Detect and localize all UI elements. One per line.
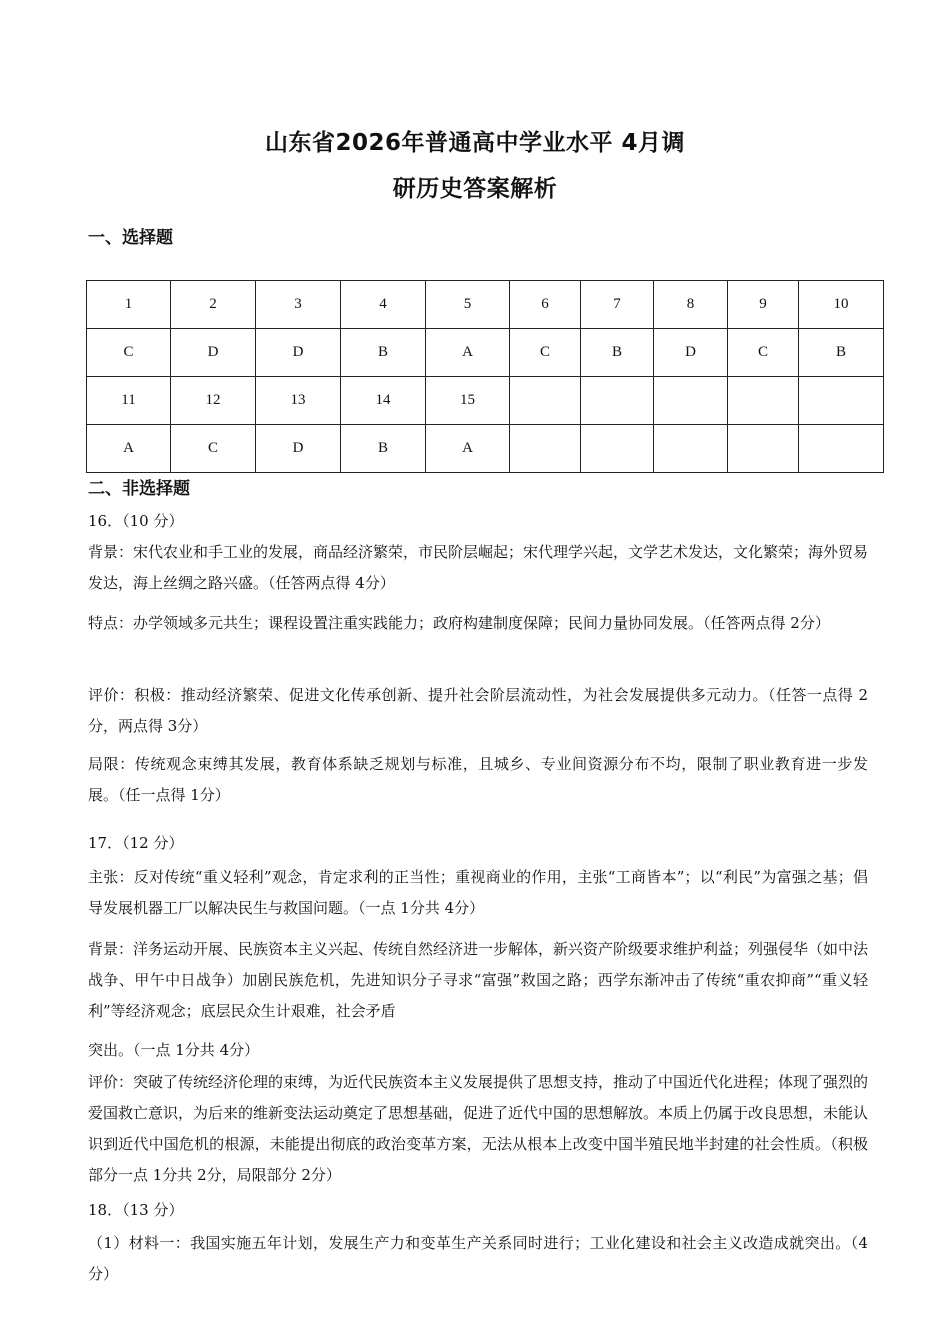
table-cell: D xyxy=(256,425,341,473)
table-cell: 10 xyxy=(799,281,884,329)
paragraph: 背景：宋代农业和手工业的发展，商品经济繁荣，市民阶层崛起；宋代理学兴起，文学艺术发达，文化繁荣；海外贸易发达，海上丝绸之路兴盛。（任答两点得 4分） xyxy=(88,543,869,592)
table-cell: 6 xyxy=(510,281,581,329)
table-cell xyxy=(728,425,799,473)
table-cell: B xyxy=(799,329,884,377)
q17-evaluation xyxy=(88,1067,868,1191)
q17-claim xyxy=(88,862,868,924)
q16-background xyxy=(88,537,868,599)
table-cell: B xyxy=(341,425,426,473)
table-cell: 1 xyxy=(87,281,171,329)
table-cell: A xyxy=(426,329,510,377)
table-row xyxy=(87,425,884,473)
table-row xyxy=(87,329,884,377)
q16-features xyxy=(88,608,868,639)
table-cell: 5 xyxy=(426,281,510,329)
table-cell: 9 xyxy=(728,281,799,329)
table-cell: A xyxy=(87,425,171,473)
table-cell: 2 xyxy=(171,281,256,329)
table-cell: 3 xyxy=(256,281,341,329)
table-cell: C xyxy=(171,425,256,473)
table-cell: B xyxy=(581,329,654,377)
q16-heading: 16．（10 分） xyxy=(88,512,184,530)
paragraph: （1）材料一：我国实施五年计划，发展生产力和变革生产关系同时进行；工业化建设和社会主义改造成就突出。（4分） xyxy=(88,1234,868,1283)
q16-evaluation xyxy=(88,680,868,742)
table-cell: C xyxy=(728,329,799,377)
table-cell: A xyxy=(426,425,510,473)
paragraph: 评价：积极：推动经济繁荣、促进文化传承创新、提升社会阶层流动性，为社会发展提供多元动力。（任答一点得 2分，两点得 3分） xyxy=(88,686,868,735)
table-cell: 13 xyxy=(256,377,341,425)
section-heading-choice: 一、选择题 xyxy=(88,228,173,248)
table-cell: 4 xyxy=(341,281,426,329)
page-title-line1: 山东省2026年普通高中学业水平 4月调 xyxy=(264,130,686,156)
table-cell: 8 xyxy=(654,281,728,329)
table-row xyxy=(87,377,884,425)
table-cell: D xyxy=(256,329,341,377)
q16-limitation xyxy=(88,749,868,811)
answer-table xyxy=(86,280,884,473)
table-cell: 7 xyxy=(581,281,654,329)
page-title-line2: 研历史答案解析 xyxy=(392,176,558,202)
table-cell: D xyxy=(654,329,728,377)
table-row xyxy=(87,281,884,329)
table-cell: 15 xyxy=(426,377,510,425)
table-cell: C xyxy=(510,329,581,377)
q17-heading: 17．（12 分） xyxy=(88,834,184,852)
table-cell xyxy=(728,377,799,425)
table-cell xyxy=(654,377,728,425)
paragraph: 主张：反对传统“重义轻利”观念，肯定求利的正当性；重视商业的作用，主张“工商皆本”；以“利民”为富强之基；倡导发展机器工厂以解决民生与救国问题。（一点 1分共 4分） xyxy=(88,868,868,917)
paragraph: 背景：洋务运动开展、民族资本主义兴起、传统自然经济进一步解体，新兴资产阶级要求维护利益；列强侵华（如中法战争、甲午中日战争）加剧民族危机，先进知识分子寻求“富强”救国之路；西学东渐冲击了传统“重农抑商”“重义轻利”等经济观念；底层民众生计艰难，社会矛盾 xyxy=(88,940,869,1020)
section-heading-nonchoice: 二、非选择题 xyxy=(88,479,190,499)
table-cell: B xyxy=(341,329,426,377)
q17-background xyxy=(88,934,868,1027)
table-cell: C xyxy=(87,329,171,377)
paragraph: 局限：传统观念束缚其发展，教育体系缺乏规划与标准，且城乡、专业间资源分布不均，限制了职业教育进一步发展。（任一点得 1分） xyxy=(88,755,868,804)
table-cell xyxy=(799,377,884,425)
table-cell: 11 xyxy=(87,377,171,425)
table-cell xyxy=(581,425,654,473)
table-cell xyxy=(799,425,884,473)
paragraph: 特点：办学领域多元共生；课程设置注重实践能力；政府构建制度保障；民间力量协同发展。（任答两点得 2分） xyxy=(88,614,830,632)
q18-heading: 18．（13 分） xyxy=(88,1201,184,1219)
table-cell xyxy=(510,377,581,425)
q17-background-cont: 突出。（一点 1分共 4分） xyxy=(88,1041,260,1059)
table-cell: 12 xyxy=(171,377,256,425)
table-cell xyxy=(510,425,581,473)
table-cell: 14 xyxy=(341,377,426,425)
table-cell: D xyxy=(171,329,256,377)
table-cell xyxy=(581,377,654,425)
table-cell xyxy=(654,425,728,473)
q18-part1 xyxy=(88,1228,868,1290)
paragraph: 评价：突破了传统经济伦理的束缚，为近代民族资本主义发展提供了思想支持，推动了中国近代化进程；体现了强烈的爱国救亡意识，为后来的维新变法运动奠定了思想基础，促进了近代中国的思想解放。本质上仍属于改良思想，未能认识到近代中国危机的根源，未能提出彻底的政治变革方案，无法从根本上改变中国半殖民地半封建的社会性质。（积极部分一点 1分共 2分，局限部分 2分） xyxy=(88,1073,869,1184)
